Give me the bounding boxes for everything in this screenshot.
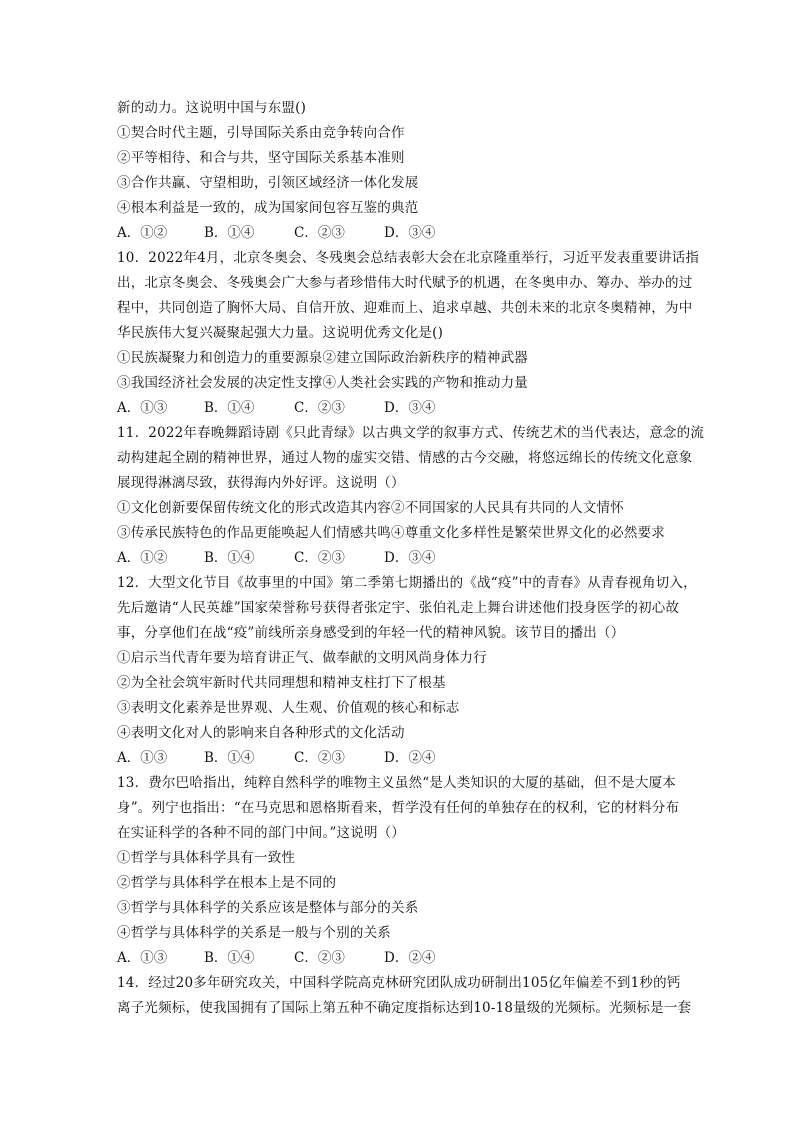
text-line: 离子光频标，使我国拥有了国际上第五种不确定度指标达到10-18量级的光频标。光频标是一套: [117, 1000, 692, 1016]
answer-option: A．①②: [117, 225, 168, 241]
text-line: 11．2022年春晚舞蹈诗剧《只此青绿》以古典文学的叙事方式、传统艺术的当代表达，意念的流: [117, 425, 705, 441]
text-line: 出，北京冬奥会、冬残奥会广大参与者珍惜伟大时代赋予的机遇，在冬奥申办、筹办、举办的过: [117, 275, 693, 291]
text-line: ①民族凝聚力和创造力的重要源泉②建立国际政治新秩序的精神武器: [117, 350, 528, 366]
answer-option: A．①③: [117, 400, 168, 416]
answer-option: C．②③: [294, 225, 345, 241]
text-line: ④根本利益是一致的，成为国家间包容互鉴的典范: [117, 200, 419, 216]
answer-options: [117, 398, 717, 418]
text-line: ①契合时代主题，引导国际关系由竞争转向合作: [117, 125, 405, 141]
text-line: ④表明文化对人的影响来自各种形式的文化活动: [117, 725, 405, 741]
text-line: 事，分享他们在战“疫”前线所亲身感受到的年轻一代的精神风貌。该节目的播出（）: [117, 625, 625, 641]
text-line: 身”。列宁也指出：“在马克思和恩格斯看来，哲学没有任何的单独存在的权利，它的材料分布: [117, 800, 680, 816]
answer-option: D．③④: [384, 550, 436, 566]
answer-option: B．①④: [204, 400, 255, 416]
text-line: 新的动力。这说明中国与东盟(): [117, 100, 307, 116]
answer-option: D．③④: [384, 400, 436, 416]
text-line: 展现得淋漓尽致，获得海内外好评。这说明（）: [117, 475, 405, 491]
text-line: ②哲学与具体科学在根本上是不同的: [117, 875, 337, 891]
answer-option: D．②④: [384, 750, 436, 766]
answer-option: A．①③: [117, 950, 168, 966]
answer-option: D．②④: [384, 950, 436, 966]
answer-options: [117, 548, 717, 568]
text-line: ③传承民族特色的作品更能唤起人们情感共鸣④尊重文化多样性是繁荣世界文化的必然要求: [117, 525, 665, 541]
answer-option: B．①④: [204, 550, 255, 566]
answer-options: [117, 948, 717, 968]
answer-option: C．②③: [294, 400, 345, 416]
text-line: 14．经过20多年研究攻关，中国科学院高克林研究团队成功研制出105亿年偏差不到1秒的钙: [117, 975, 681, 991]
text-line: ③合作共赢、守望相助，引领区域经济一体化发展: [117, 175, 419, 191]
answer-option: C．②③: [294, 950, 345, 966]
text-line: 12．大型文化节目《故事里的中国》第二季第七期播出的《战“疫”中的青春》从青春视角切入，: [117, 575, 697, 591]
text-line: ②为全社会筑牢新时代共同理想和精神支柱打下了根基: [117, 675, 446, 691]
text-line: ③表明文化素养是世界观、人生观、价值观的核心和标志: [117, 700, 460, 716]
text-line: ④哲学与具体科学的关系是一般与个别的关系: [117, 925, 391, 941]
answer-option: D．③④: [384, 225, 436, 241]
answer-option: B．①④: [204, 750, 255, 766]
answer-option: C．②③: [294, 550, 345, 566]
text-line: 在实证科学的各种不同的部门中间。”这说明（）: [117, 825, 406, 841]
answer-option: C．②③: [294, 750, 345, 766]
answer-option: A．①③: [117, 750, 168, 766]
text-line: ③我国经济社会发展的决定性支撑④人类社会实践的产物和推动力量: [117, 375, 528, 391]
text-line: ②平等相待、和合与共，坚守国际关系基本准则: [117, 150, 405, 166]
answer-options: [117, 748, 717, 768]
text-line: 华民族伟大复兴凝聚起强大力量。这说明优秀文化是(): [117, 325, 444, 341]
answer-options: [117, 223, 717, 243]
text-line: 先后邀请“人民英雄”国家荣誉称号获得者张定宇、张伯礼走上舞台讲述他们投身医学的初心故: [117, 600, 680, 616]
text-line: 程中，共同创造了胸怀大局、自信开放、迎难而上、追求卓越、共创未来的北京冬奥精神，为中: [117, 300, 693, 316]
text-line: ①启示当代青年要为培育讲正气、做奉献的文明风尚身体力行: [117, 650, 487, 666]
text-line: ①文化创新要保留传统文化的形式改造其内容②不同国家的人民具有共同的人文情怀: [117, 500, 624, 516]
answer-option: B．①④: [204, 225, 255, 241]
text-line: 10．2022年4月，北京冬奥会、冬残奥会总结表彰大会在北京隆重举行，习近平发表重要讲话指: [117, 250, 700, 266]
answer-option: B．①④: [204, 950, 255, 966]
answer-option: A．①②: [117, 550, 168, 566]
text-line: 13．费尔巴哈指出，纯粹自然科学的唯物主义虽然“是人类知识的大厦的基础，但不是大厦本: [117, 775, 676, 791]
text-line: 动构建起全剧的精神世界，通过人物的虚实交错、情感的古今交融，将悠远绵长的传统文化意象: [117, 450, 693, 466]
text-line: ③哲学与具体科学的关系应该是整体与部分的关系: [117, 900, 419, 916]
text-line: ①哲学与具体科学具有一致性: [117, 850, 296, 866]
